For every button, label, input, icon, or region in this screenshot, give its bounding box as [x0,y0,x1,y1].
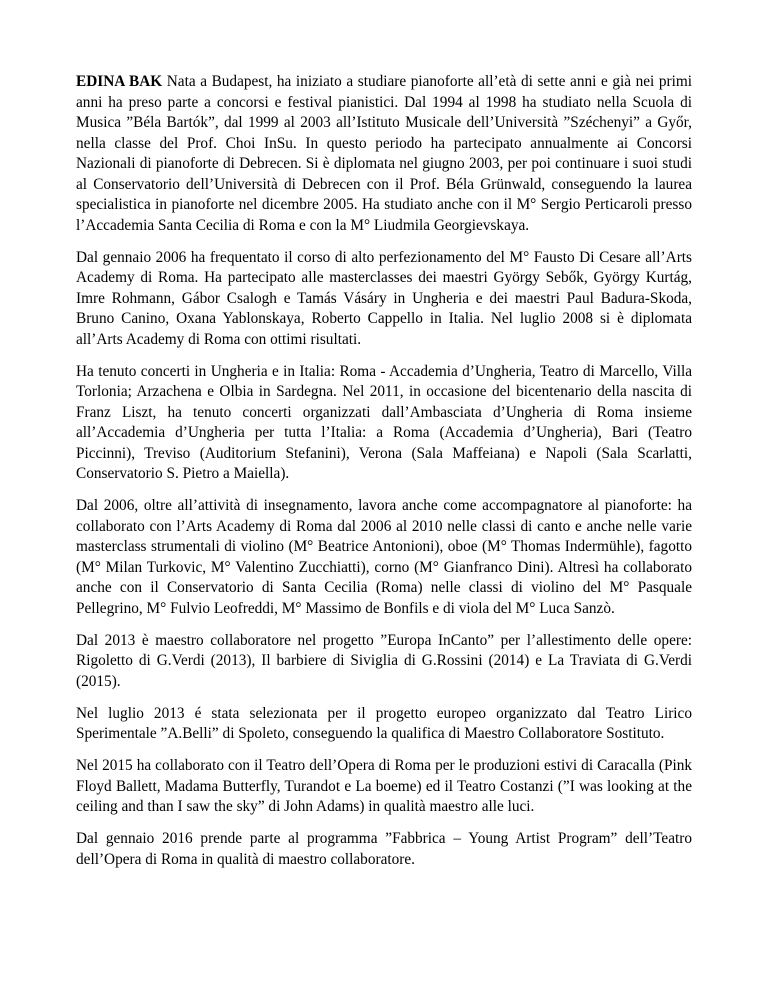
paragraph-accompagnatore: Dal 2006, oltre all’attività di insegnamento, lavora anche come accompagnatore al pianoforte: ha collaborato con l’Arts Academy di Roma dal 2006 al 2010 nelle classi di canto e anche nelle varie masterclass strumentali di violino (M° Beatrice Antonioni), oboe (M° Thomas Indermühle), fagotto (M° Milan Turkovic, M° Valentino Zucchiatti), corno (M° Gianfranco Dini). Altresì ha collaborato anche con il Conservatorio di Santa Cecilia (Roma) nelle classi di violino del M° Pasquale Pellegrino, M° Fulvio Leofreddi, M° Massimo de Bonfils e di viola del M° Luca Sanzò. [76,497,692,617]
paragraph-intro [76,72,692,236]
paragraph-intro-text: Nata a Budapest, ha iniziato a studiare pianoforte all’età di sette anni e già nei primi anni ha preso parte a concorsi e festival pianistici. Dal 1994 al 1998 ha studiato nella Scuola di Musica ”Béla Bartók”, dal 1999 al 2003 all’Istituto Musicale dell’Università ”Széchenyi” a Győr, nella classe del Prof. Choi InSu. In questo periodo ha partecipato annualmente ai Concorsi Nazionali di pianoforte di Debrecen. Si è diplomata nel giugno 2003, per poi continuare i suoi studi al Conservatorio dell’Università di Debrecen con il Prof. Béla Grünwald, conseguendo la laurea specialistica in pianoforte nel dicembre 2005. Ha studiato anche con il M° Sergio Perticaroli presso l’Accademia Santa Cecilia di Roma e con la M° Liudmila Georgievskaya. [76,73,692,234]
paragraph-spoleto: Nel luglio 2013 é stata selezionata per il progetto europeo organizzato dal Teatro Lirico Sperimentale ”A.Belli” di Spoleto, conseguendo la qualifica di Maestro Collaboratore Sostituto. [76,704,692,742]
document-body [76,72,692,882]
paragraph-europa-incanto: Dal 2013 è maestro collaboratore nel progetto ”Europa InCanto” per l’allestimento delle opere: Rigoletto di G.Verdi (2013), Il barbiere di Siviglia di G.Rossini (2014) e La Traviata di G.Verdi (2015). [76,631,692,690]
paragraph-opera-roma: Nel 2015 ha collaborato con il Teatro dell’Opera di Roma per le produzioni estivi di Caracalla (Pink Floyd Ballett, Madama Butterfly, Turandot e La boeme) ed il Teatro Costanzi (”I was looking at the ceiling and than I saw the sky” di John Adams) in qualità maestro alle luci. [76,757,692,815]
paragraph-perfezionamento: Dal gennaio 2006 ha frequentato il corso di alto perfezionamento del M° Fausto Di Cesare all’Arts Academy di Roma. Ha partecipato alle masterclasses dei maestri György Sebők, György Kurtág, Imre Rohmann, Gábor Csalogh e Tamás Vásáry in Ungheria e dei maestri Paul Badura-Skoda, Bruno Canino, Oxana Yablonskaya, Roberto Cappello in Italia. Nel luglio 2008 si è diplomata all’Arts Academy di Roma con ottimi risultati. [76,248,692,348]
paragraph-concerti: Ha tenuto concerti in Ungheria e in Italia: Roma - Accademia d’Ungheria, Teatro di Marcello, Villa Torlonia; Arzachena e Olbia in Sardegna. Nel 2011, in occasione del bicentenario della nascita di Franz Liszt, ha tenuto concerti organizzati dall’Ambasciata d’Ungheria di Roma insieme all’Accademia d’Ungheria per tutta l’Italia: a Roma (Accademia d’Ungheria), Bari (Teatro Piccinni), Treviso (Auditorium Stefanini), Verona (Sala Maffeiana) e Napoli (Sala Scarlatti, Conservatorio S. Pietro a Maiella). [76,362,692,482]
artist-name: EDINA BAK [76,73,163,90]
paragraph-fabbrica: Dal gennaio 2016 prende parte al programma ”Fabbrica – Young Artist Program” dell’Teatro dell’Opera di Roma in qualità di maestro collaboratore. [76,830,692,868]
